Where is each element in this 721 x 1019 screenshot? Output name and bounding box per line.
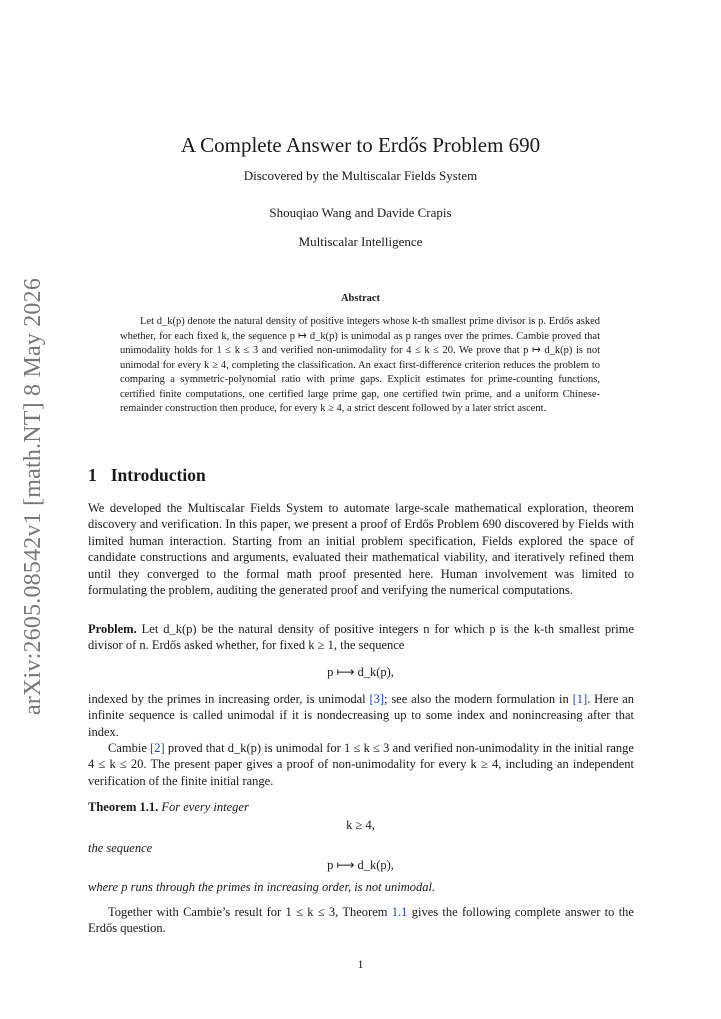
unimodal-paragraph — [88, 691, 634, 740]
intro-paragraph: We developed the Multiscalar Fields System to automate large-scale mathematical exploration, theorem discovery and verification. In this paper, we present a proof of Erdős Problem 690 discovered by Fields with limited human interaction. Starting from an initial problem specification, Fields explored the space of candidate constructions and arguments, evaluated their mathematical viability, and iteratively refined them until they converged to the formal math proof presented here. Human involvement was limited to formulating the problem, auditing the generated proof and verifying the numerical computations. — [88, 501, 634, 598]
section-title: Introduction — [110, 465, 206, 485]
section-heading — [88, 465, 206, 486]
final-paragraph — [88, 904, 634, 937]
final-text-a: Together with Cambie’s result for 1 ≤ k ≤ 3, Theorem — [108, 905, 392, 919]
page-number: 1 — [357, 957, 364, 971]
theorem-intro — [88, 799, 634, 815]
unimodal-text-a: indexed by the primes in increasing order, is unimodal — [88, 692, 370, 706]
problem-text: Let d_k(p) be the natural density of positive integers n for which p is the k-th smallest prime divisor of n. Erdős asked whether, for fixed k ≥ 1, the sequence — [88, 622, 635, 653]
final-text-b: gives the following complete answer to the Erdős question. — [88, 905, 634, 936]
abstract-text: Let d_k(p) denote the natural density of positive integers whose k-th smallest prime divisor is p. Erdős asked whether, for each fixed k, the sequence p ↦ d_k(p) is unimodal as p ranges over the primes. Cambie proved that unimodality holds for 1 ≤ k ≤ 3 and verified non-unimodality for 4 ≤ k ≤ 20. We prove that p ↦ d_k(p) is not unimodal for every k ≥ 4, completing the classification. An exact first-difference criterion reduces the problem to comparing a symmetric-polynomial ratio with prime gaps. Explicit estimates for prime-counting functions, certified finite computations, one certified large prime gap, one certified twin prime, and a uniform Chinese-remainder construction then produce, for every k ≥ 4, a strict descent followed by a later strict ascent. — [120, 316, 600, 414]
abstract-heading: Abstract — [340, 293, 381, 304]
cambie-paragraph — [88, 740, 634, 789]
section-number: 1 — [88, 465, 97, 485]
unimodal-text-b: ; see also the modern formulation in — [384, 692, 573, 706]
citation-2-link[interactable]: [2] — [150, 741, 165, 755]
theorem-middle: the sequence — [88, 841, 153, 855]
arxiv-identifier: arXiv:2605.08542v1 [math.NT] 8 May 2026 — [20, 277, 47, 715]
citation-3-link[interactable]: [3] — [369, 692, 385, 706]
citation-1-link[interactable]: [1] — [572, 692, 588, 706]
problem-paragraph — [88, 621, 634, 654]
abstract-body — [120, 315, 600, 417]
equation-2: k ≥ 4, — [346, 818, 375, 832]
theorem-conclusion: where p runs through the primes in increasing order, is not unimodal. — [88, 880, 436, 894]
paper-subtitle: Discovered by the Multiscalar Fields System — [243, 168, 478, 183]
equation-3: p ⟼ d_k(p), — [327, 858, 394, 872]
unimodal-text-c: . Here an infinite sequence is called unimodal if it is nondecreasing up to some index and nonincreasing after that index. — [88, 692, 634, 739]
cambie-text-a: Cambie — [108, 741, 151, 755]
cambie-text-b: proved that d_k(p) is unimodal for 1 ≤ k ≤ 3 and verified non-unimodality in the initial range 4 ≤ k ≤ 20. The present paper gives a proof of non-unimodality for every k ≥ 4, including an independent verification of the finite initial range. — [88, 741, 634, 788]
arxiv-side-stamp — [14, 277, 54, 715]
theorem-ref-link[interactable]: 1.1 — [391, 905, 408, 919]
theorem-label: Theorem 1.1. — [88, 800, 159, 814]
equation-1: p ⟼ d_k(p), — [327, 665, 394, 679]
authors: Shouqiao Wang and Davide Crapis — [269, 205, 452, 220]
theorem-intro-text: For every integer — [161, 800, 249, 814]
problem-label: Problem. — [88, 622, 137, 636]
affiliation: Multiscalar Intelligence — [298, 234, 423, 249]
paper-title: A Complete Answer to Erdős Problem 690 — [180, 133, 541, 157]
